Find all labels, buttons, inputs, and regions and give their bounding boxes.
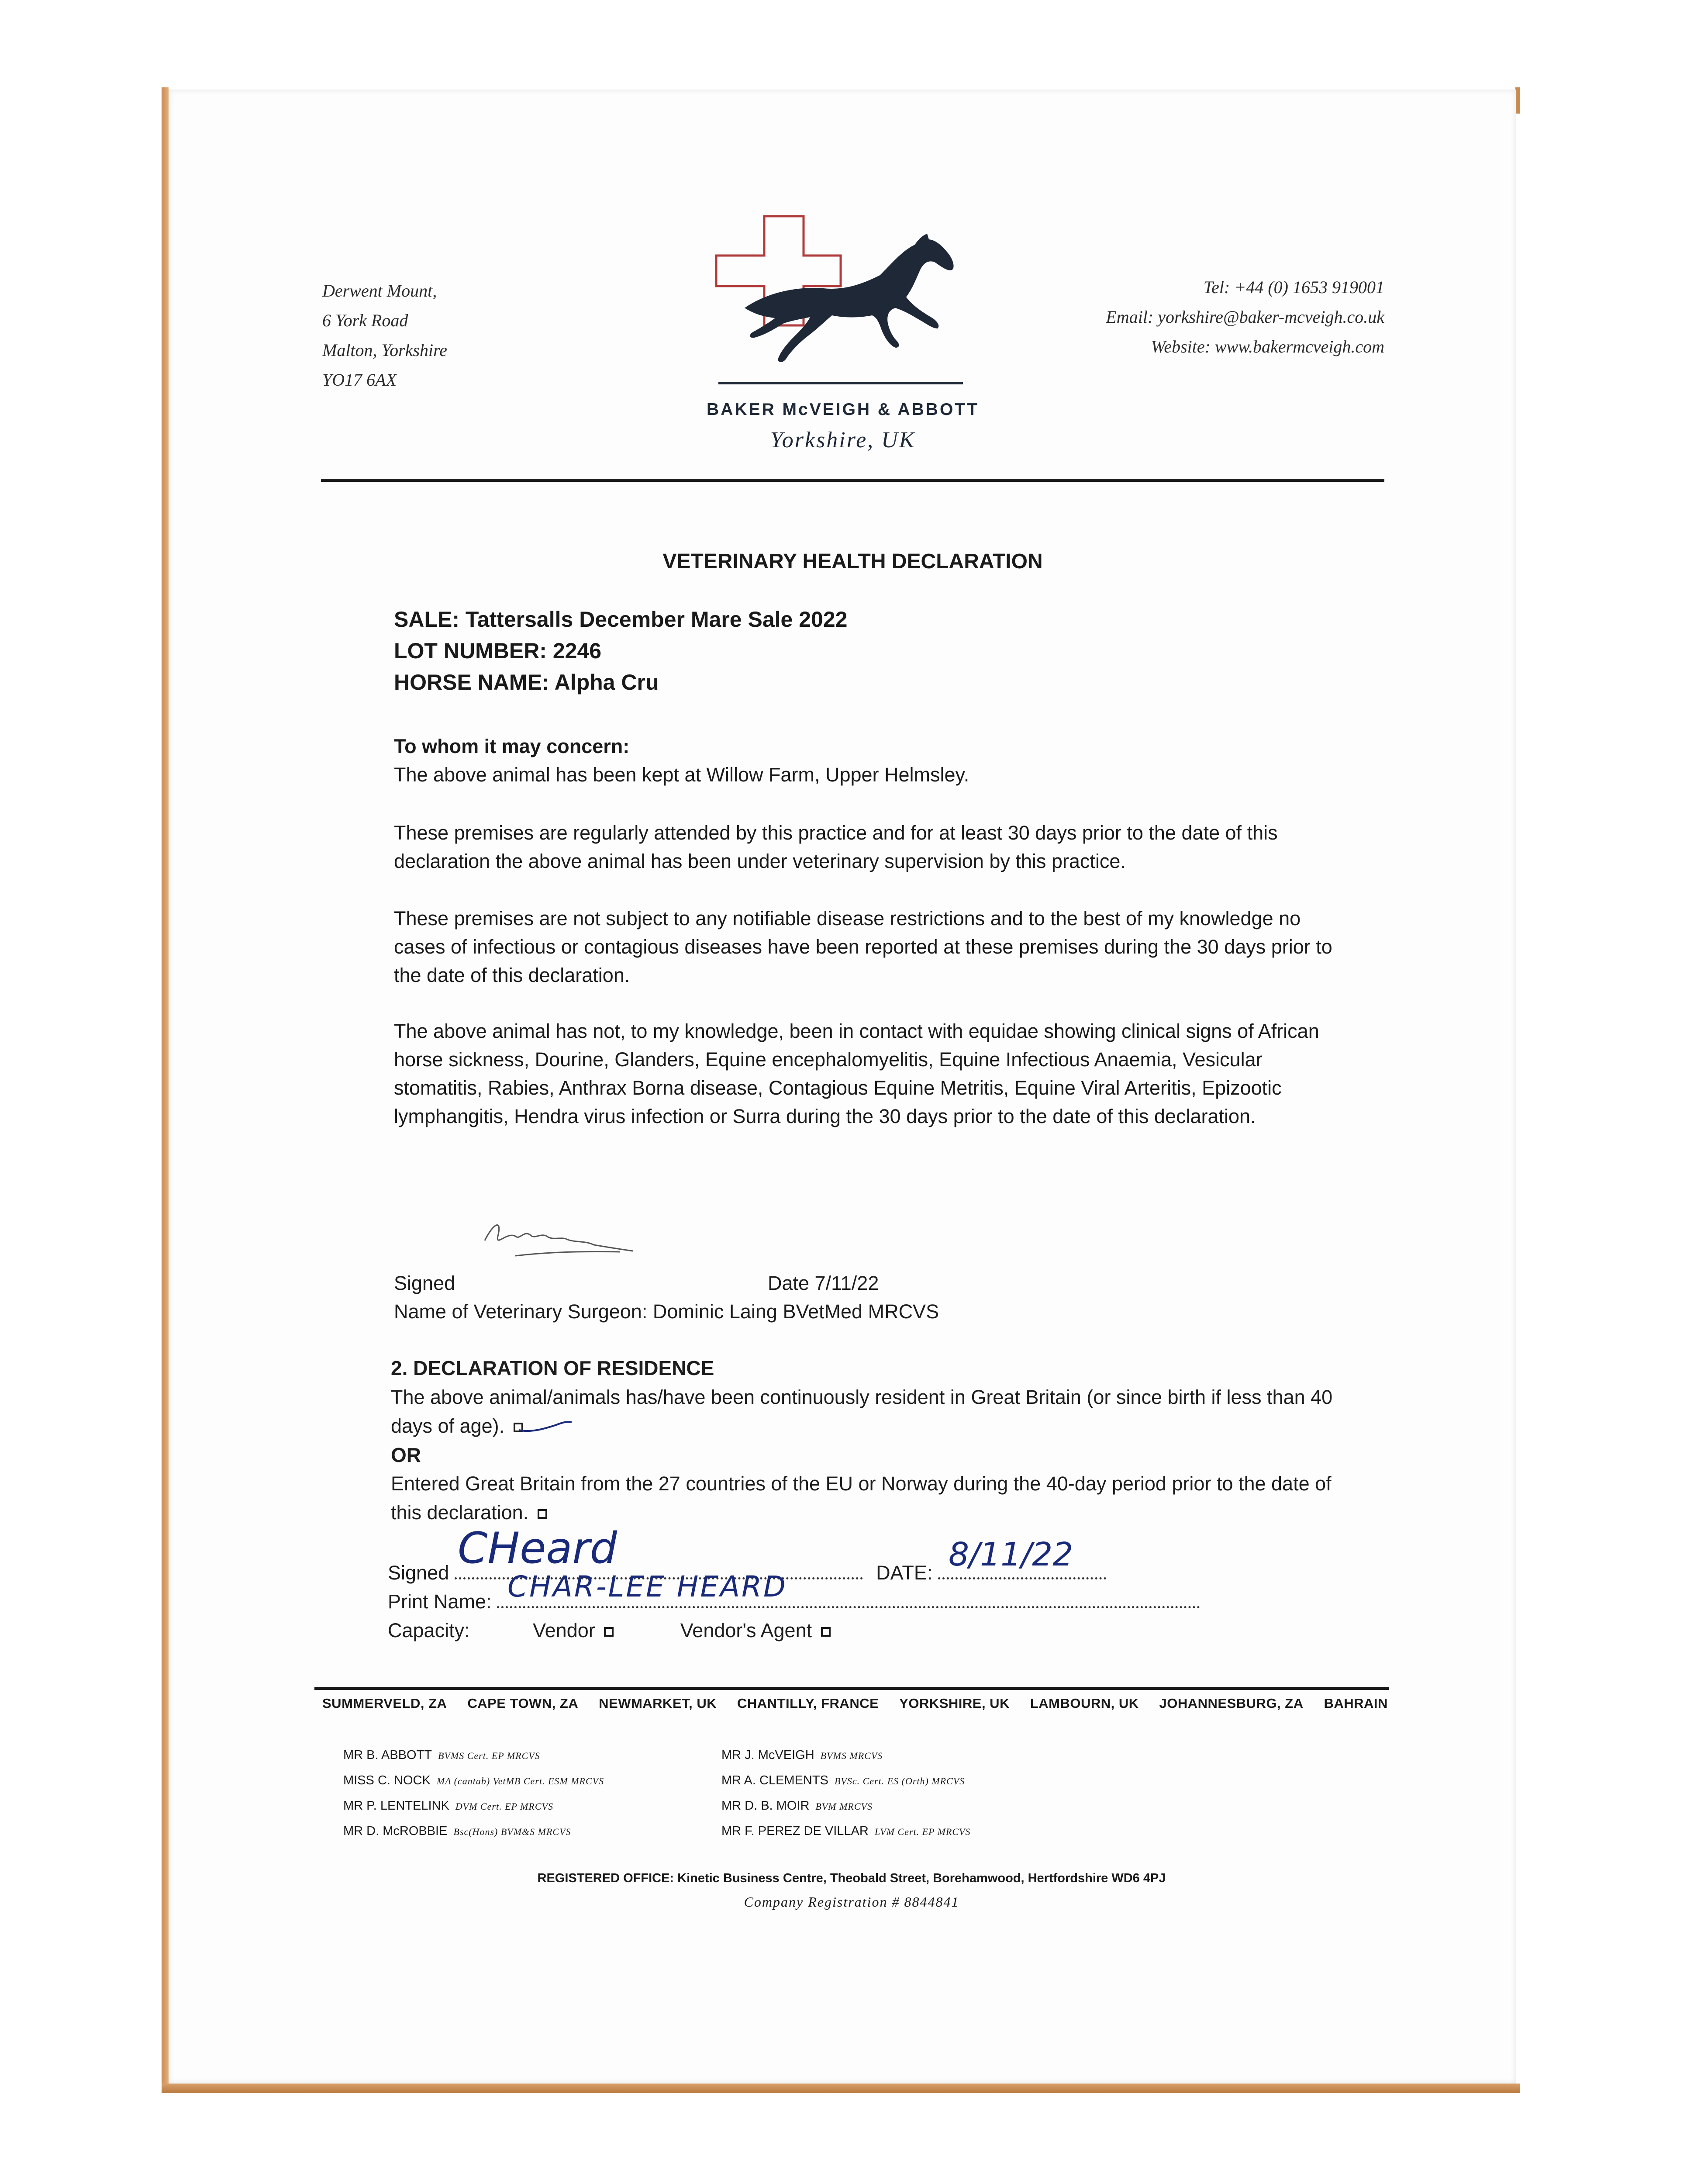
practice-address xyxy=(322,276,447,395)
horse-icon xyxy=(745,234,954,362)
partner-name: MR P. LENTELINK xyxy=(343,1799,449,1813)
office-item: SUMMERVELD, ZA xyxy=(322,1696,447,1711)
para-no-restrictions: These premises are not subject to any notifiable disease restrictions and to the best of my knowledge no cases of infectious or contagious diseases have been reported at these premises during the 30 days prior to the date of this declaration. xyxy=(394,907,1332,986)
address-line: Derwent Mount, xyxy=(322,281,437,301)
residence-title: 2. DECLARATION OF RESIDENCE xyxy=(391,1357,714,1379)
partner-row xyxy=(343,1819,604,1844)
partner-quals: BVM MRCVS xyxy=(815,1801,873,1812)
partner-quals: DVM Cert. EP MRCVS xyxy=(455,1801,553,1812)
contact-website[interactable]: Website: www.bakermcveigh.com xyxy=(1151,337,1384,356)
partner-name: MR J. McVEIGH xyxy=(721,1748,814,1762)
partner-name: MISS C. NOCK xyxy=(343,1773,431,1787)
registered-office: REGISTERED OFFICE: Kinetic Business Centre, Theobald Street, Borehamwood, Hertfordshire WD6 4PJ xyxy=(537,1871,1166,1885)
contact-email[interactable]: Email: yorkshire@baker-mcveigh.co.uk xyxy=(1106,307,1384,327)
address-line: YO17 6AX xyxy=(322,370,397,390)
agent-option-label: Vendor's Agent xyxy=(680,1619,812,1641)
partner-row xyxy=(343,1768,604,1794)
residence-option-resident xyxy=(391,1383,1352,1441)
contact-tel: Tel: +44 (0) 1653 919001 xyxy=(1203,277,1384,297)
residence-option-resident-text: The above animal/animals has/have been continuously resident in Great Britain (or since birth if less than 40 days of age). xyxy=(391,1386,1333,1437)
partner-name: MR D. B. MOIR xyxy=(721,1799,810,1813)
sale-name: SALE: Tattersalls December Mare Sale 2022 xyxy=(394,607,848,632)
salutation xyxy=(394,732,1350,789)
para-premises-attended: These premises are regularly attended by this practice and for at least 30 days prior to the date of this declaration the above animal has been under veterinary supervision by this practice. xyxy=(394,822,1278,872)
vendor-date-value: 8/11/22 xyxy=(949,1536,1073,1573)
capacity-row xyxy=(388,1616,831,1645)
office-item: NEWMARKET, UK xyxy=(599,1696,717,1711)
office-item: CHANTILLY, FRANCE xyxy=(737,1696,879,1711)
lot-number: LOT NUMBER: 2246 xyxy=(394,639,602,663)
partner-name: MR B. ABBOTT xyxy=(343,1748,432,1762)
partner-quals: Bsc(Hons) BVM&S MRCVS xyxy=(453,1826,571,1837)
agent-checkbox[interactable] xyxy=(821,1627,831,1637)
document-title: VETERINARY HEALTH DECLARATION xyxy=(662,550,1043,573)
header-divider xyxy=(321,479,1384,482)
logo-underline xyxy=(718,382,963,384)
address-line: 6 York Road xyxy=(322,311,408,330)
table-edge-right xyxy=(1515,87,1520,114)
vendor-option-label: Vendor xyxy=(533,1619,595,1641)
practice-logo xyxy=(714,214,972,389)
partner-row xyxy=(721,1819,970,1844)
checkmark-icon xyxy=(517,1419,574,1436)
kept-at-text: The above animal has been kept at Willow Farm, Upper Helmsley. xyxy=(394,764,969,786)
vet-signed-label: Signed xyxy=(394,1272,455,1294)
firm-location: Yorkshire, UK xyxy=(770,428,916,453)
vendor-signed-label: Signed xyxy=(388,1562,449,1584)
vet-signature xyxy=(476,1206,651,1271)
partner-name: MR D. McROBBIE xyxy=(343,1824,448,1838)
partner-quals: BVMS MRCVS xyxy=(820,1750,883,1761)
vet-date: Date 7/11/22 xyxy=(768,1272,879,1294)
vendor-date-label: DATE: xyxy=(876,1562,933,1584)
partner-row xyxy=(343,1743,604,1768)
residence-option-entered xyxy=(391,1469,1352,1527)
partner-quals: LVM Cert. EP MRCVS xyxy=(874,1826,971,1837)
company-registration: Company Registration # 8844841 xyxy=(744,1894,959,1910)
partner-quals: BVSc. Cert. ES (Orth) MRCVS xyxy=(834,1776,965,1787)
office-item: JOHANNESBURG, ZA xyxy=(1159,1696,1304,1711)
partner-row xyxy=(343,1794,604,1819)
partner-quals: MA (cantab) VetMB Cert. ESM MRCVS xyxy=(436,1776,604,1787)
partner-name: MR F. PEREZ DE VILLAR xyxy=(721,1824,869,1838)
salutation-text: To whom it may concern: xyxy=(394,735,630,757)
para-no-contact: The above animal has not, to my knowledge, been in contact with equidae showing clinical signs of African horse sickness, Dourine, Glanders, Equine encephalomyelitis, Equine Infectious Anaemia, Vesicular stomatitis, Rabies, Anthrax Borna disease, Contagious Equine Metritis, Equine Viral Arteritis, Epizootic lymphangitis, Hendra virus infection or Surra during the 30 days prior to the date of this declaration. xyxy=(394,1020,1319,1127)
entered-checkbox[interactable] xyxy=(538,1509,547,1519)
address-line: Malton, Yorkshire xyxy=(322,340,447,360)
print-name-label: Print Name: xyxy=(388,1590,492,1613)
partners-right xyxy=(721,1743,970,1844)
office-locations xyxy=(322,1696,1388,1711)
partner-name: MR A. CLEMENTS xyxy=(721,1773,828,1787)
partner-quals: BVMS Cert. EP MRCVS xyxy=(438,1750,540,1761)
print-name-value: CHAR-LEE HEARD xyxy=(507,1570,787,1603)
partner-row xyxy=(721,1768,970,1794)
table-edge-bottom xyxy=(162,2084,1520,2093)
partner-row xyxy=(721,1794,970,1819)
office-item: BAHRAIN xyxy=(1324,1696,1388,1711)
firm-name: BAKER McVEIGH & ABBOTT xyxy=(707,400,979,419)
office-item: LAMBOURN, UK xyxy=(1030,1696,1139,1711)
sale-info xyxy=(394,604,1350,698)
office-item: YORKSHIRE, UK xyxy=(899,1696,1010,1711)
footer-divider xyxy=(314,1687,1389,1690)
capacity-label: Capacity: xyxy=(388,1619,470,1641)
date-field[interactable] xyxy=(938,1573,1106,1579)
partners-left xyxy=(343,1743,604,1844)
practice-contact xyxy=(1024,273,1384,362)
vendor-checkbox[interactable] xyxy=(604,1627,614,1637)
horse-name: HORSE NAME: Alpha Cru xyxy=(394,670,659,695)
vendor-signature: CHeard xyxy=(458,1524,617,1573)
residence-option-entered-text: Entered Great Britain from the 27 countries of the EU or Norway during the 40-day period prior to the date of this declaration. xyxy=(391,1472,1332,1524)
office-item: CAPE TOWN, ZA xyxy=(467,1696,579,1711)
residence-or: OR xyxy=(391,1444,421,1466)
vet-surgeon-name: Name of Veterinary Surgeon: Dominic Laing BVetMed MRCVS xyxy=(394,1300,939,1323)
partner-row xyxy=(721,1743,970,1768)
table-edge-left xyxy=(162,87,169,2088)
